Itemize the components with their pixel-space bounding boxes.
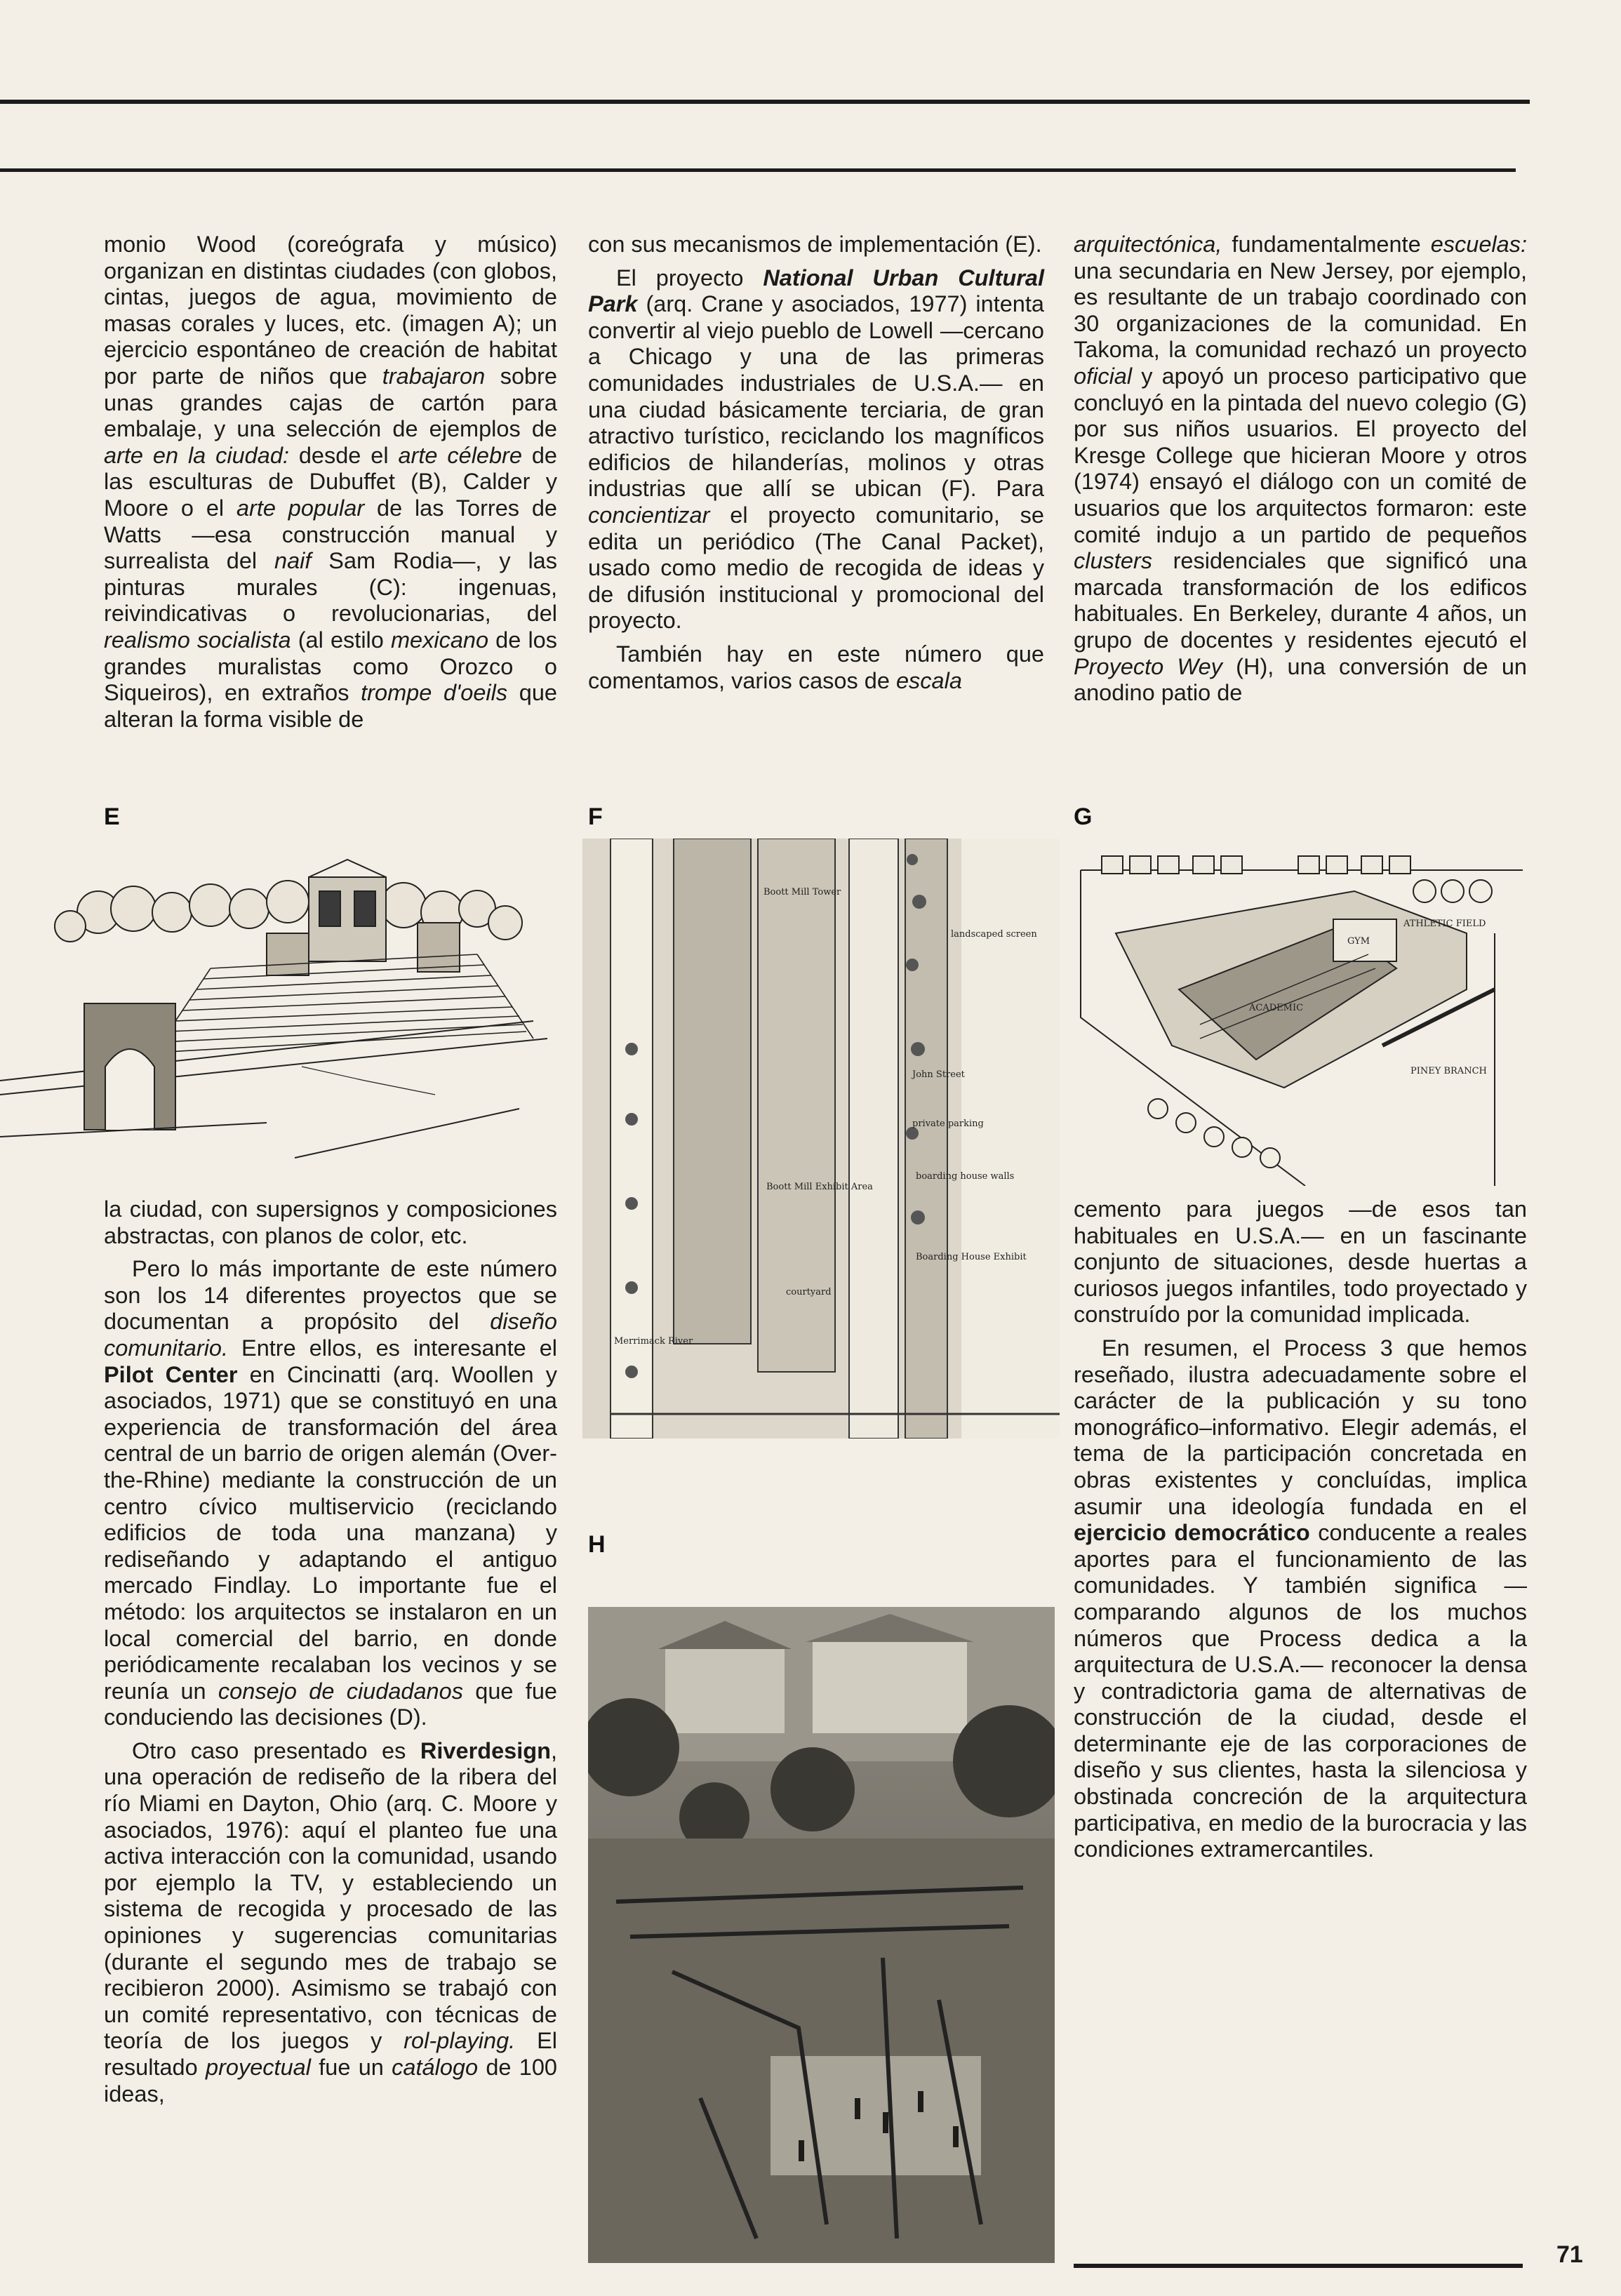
figure-label-g: G	[1074, 803, 1093, 830]
column-1-bottom	[104, 1196, 557, 2107]
figure-label-f: F	[588, 803, 603, 830]
figure-g-axonometric	[1074, 849, 1523, 1186]
column-3-bottom	[1074, 1196, 1527, 1863]
figure-h-svg	[588, 1607, 1055, 2263]
paragraph: En resumen, el Process 3 que hemos reseñado, ilustra adecuadamente sobre el carácter de la publicación y su tono monográfico–informativo. Elegir además, el tema de la participación concretada en obras existentes y concluídas, implica asumir una ideología fundada en el ejercicio democrático conducente a reales aportes para el funcionamiento de las comunidades. Y también significa —comparando algunos de los muchos números que Process dedica a la arquitectura de U.S.A.— reconocer la densa y contradictoria gama de alternativas de construcción de la ciudad, desde el determinante eje de las corporaciones de diseño y sus clientes, hasta la silenciosa y obstinada concreción de la arquitectura participativa, en medio de la burocracia y las condiciones extramercantiles.	[1074, 1335, 1527, 1862]
figure-g-svg	[1074, 849, 1523, 1186]
f-annotation-1: Boott Mill Tower	[763, 887, 841, 897]
page-number: 71	[1556, 2241, 1583, 2268]
paragraph: El proyecto National Urban Cultural Park (arq. Crane y asociados, 1977) intenta convertir al viejo pueblo de Lowell —cercano a Chicago y una de las primeras comunidades industriales de U.S.A.— en una ciudad básicamente terciaria, de gran atractivo turístico, reciclando los magníficos edificios de hilanderías, molinos y otras industrias que allí se ubican (F). Para concientizar el proyecto comunitario, se edita un periódico (The Canal Packet), usado como medio de recogida de ideas y de difusión institucional y promocional del proyecto.	[588, 265, 1044, 634]
f-annotation-4: private parking	[912, 1119, 984, 1129]
f-annotation-9: Merrimack River	[614, 1336, 693, 1347]
figure-f-site-plan	[582, 839, 1060, 1439]
figure-e-svg	[0, 856, 565, 1179]
paragraph: Otro caso presentado es Riverdesign, una operación de rediseño de la ribera del río Miami en Dayton, Ohio (arq. C. Moore y asociados, 1976): aquí el planteo fue una activa interacción con la comunidad, usando por ejemplo la TV, y estableciendo un sistema de recogida y procesado de las opiniones y sugerencias comunitarias (durante el segundo mes de trabajo se recibieron 2000). Asimismo se trabajó con un comité representativo, con técnicas de teoría de los juegos y rol-playing. El resultado proyectual fue un catálogo de 100 ideas,	[104, 1737, 558, 2107]
footer-rule	[1074, 2264, 1523, 2268]
paragraph: cemento para juegos —de esos tan habituales en U.S.A.— en un fascinante conjunto de situaciones, desde huertas a curiosos juegos infantiles, todo proyectado y construído por la comunidad implicada.	[1074, 1196, 1527, 1328]
f-annotation-2: landscaped screen	[951, 929, 1037, 940]
column-1-top	[104, 232, 557, 733]
top-rule	[0, 100, 1530, 104]
figure-label-e: E	[104, 803, 120, 830]
paragraph: Pero lo más importante de este número son los 14 diferentes proyectos que se documentan a propósito del diseño comunitario. Entre ellos, es interesante el Pilot Center en Cincinatti (arq. Woollen y asociados, 1971) que se constituyó en una experiencia de transformación del área central de un barrio de origen alemán (Over-the-Rhine) mediante la construcción de un centro cívico multiservicio (reciclando edificios de toda una manzana) y rediseñando y adaptando el antiguo mercado Findlay. Lo importante fue el método: los arquitectos se instalaron en un local comercial del barrio, en donde periódicamente recalaban los vecinos y se reunía un consejo de ciudadanos que fue conduciendo las decisiones (D).	[104, 1256, 557, 1730]
f-annotation-8: courtyard	[786, 1287, 832, 1297]
g-annotation-3: ACADEMIC	[1249, 1003, 1304, 1013]
paragraph: También hay en este número que comentamos, varios casos de escala	[588, 641, 1044, 693]
f-annotation-3: John Street	[912, 1069, 965, 1080]
f-annotation-5: Boott Mill Exhibit Area	[766, 1182, 873, 1192]
figure-f-svg	[582, 839, 1060, 1439]
figure-label-h: H	[588, 1531, 606, 1558]
column-3-top	[1074, 232, 1527, 707]
figure-h-photo	[588, 1607, 1055, 2263]
paragraph: la ciudad, con supersignos y composiciones abstractas, con planos de color, etc.	[104, 1196, 557, 1248]
f-annotation-7: Boarding House Exhibit	[916, 1252, 1027, 1262]
header-rule	[0, 168, 1516, 172]
figure-e-illustration	[0, 856, 565, 1179]
g-annotation-2: ATHLETIC FIELD	[1403, 919, 1486, 929]
paragraph: arquitectónica, fundamentalmente escuelas: una secundaria en New Jersey, por ejemplo, es resultante de un trabajo coordinado con 30 organizaciones de la comunidad. En Takoma, la comunidad rechazó un proyecto oficial y apoyó un proceso participativo que concluyó en la pintada del nuevo colegio (G) por sus niños usuarios. El proyecto del Kresge College que hicieran Moore y otros (1974) ensayó el diálogo con un comité de usuarios que los arquitectos formaron: este comité indujo a un partido de pequeños clusters residenciales que significó una marcada transformación de los edificos habituales. En Berkeley, durante 4 años, un grupo de docentes y residentes ejecutó el Proyecto Wey (H), una conversión de un anodino patio de	[1074, 232, 1527, 706]
paragraph: monio Wood (coreógrafa y músico) organizan en distintas ciudades (con globos, cintas, juegos de agua, movimiento de masas corales y luces, etc. (imagen A); un ejercicio espontáneo de creación de habitat por parte de niños que trabajaron sobre unas grandes cajas de cartón para embalaje, y una selección de ejemplos de arte en la ciudad: desde el arte célebre de las esculturas de Dubuffet (B), Calder y Moore o el arte popular de las Torres de Watts —esa construcción manual y surrealista del naif Sam Rodia—, y las pinturas murales (C): ingenuas, reivindicativas o revolucionarias, del realismo socialista (al estilo mexicano de los grandes muralistas como Orozco o Siqueiros), en extraños trompe d'oeils que alteran la forma visible de	[104, 232, 558, 732]
g-annotation-1: GYM	[1347, 936, 1370, 947]
g-annotation-4: PINEY BRANCH	[1410, 1066, 1487, 1076]
f-annotation-6: boarding house walls	[916, 1171, 1015, 1182]
column-2-top	[588, 232, 1044, 694]
paragraph: con sus mecanismos de implementación (E).	[588, 232, 1042, 257]
